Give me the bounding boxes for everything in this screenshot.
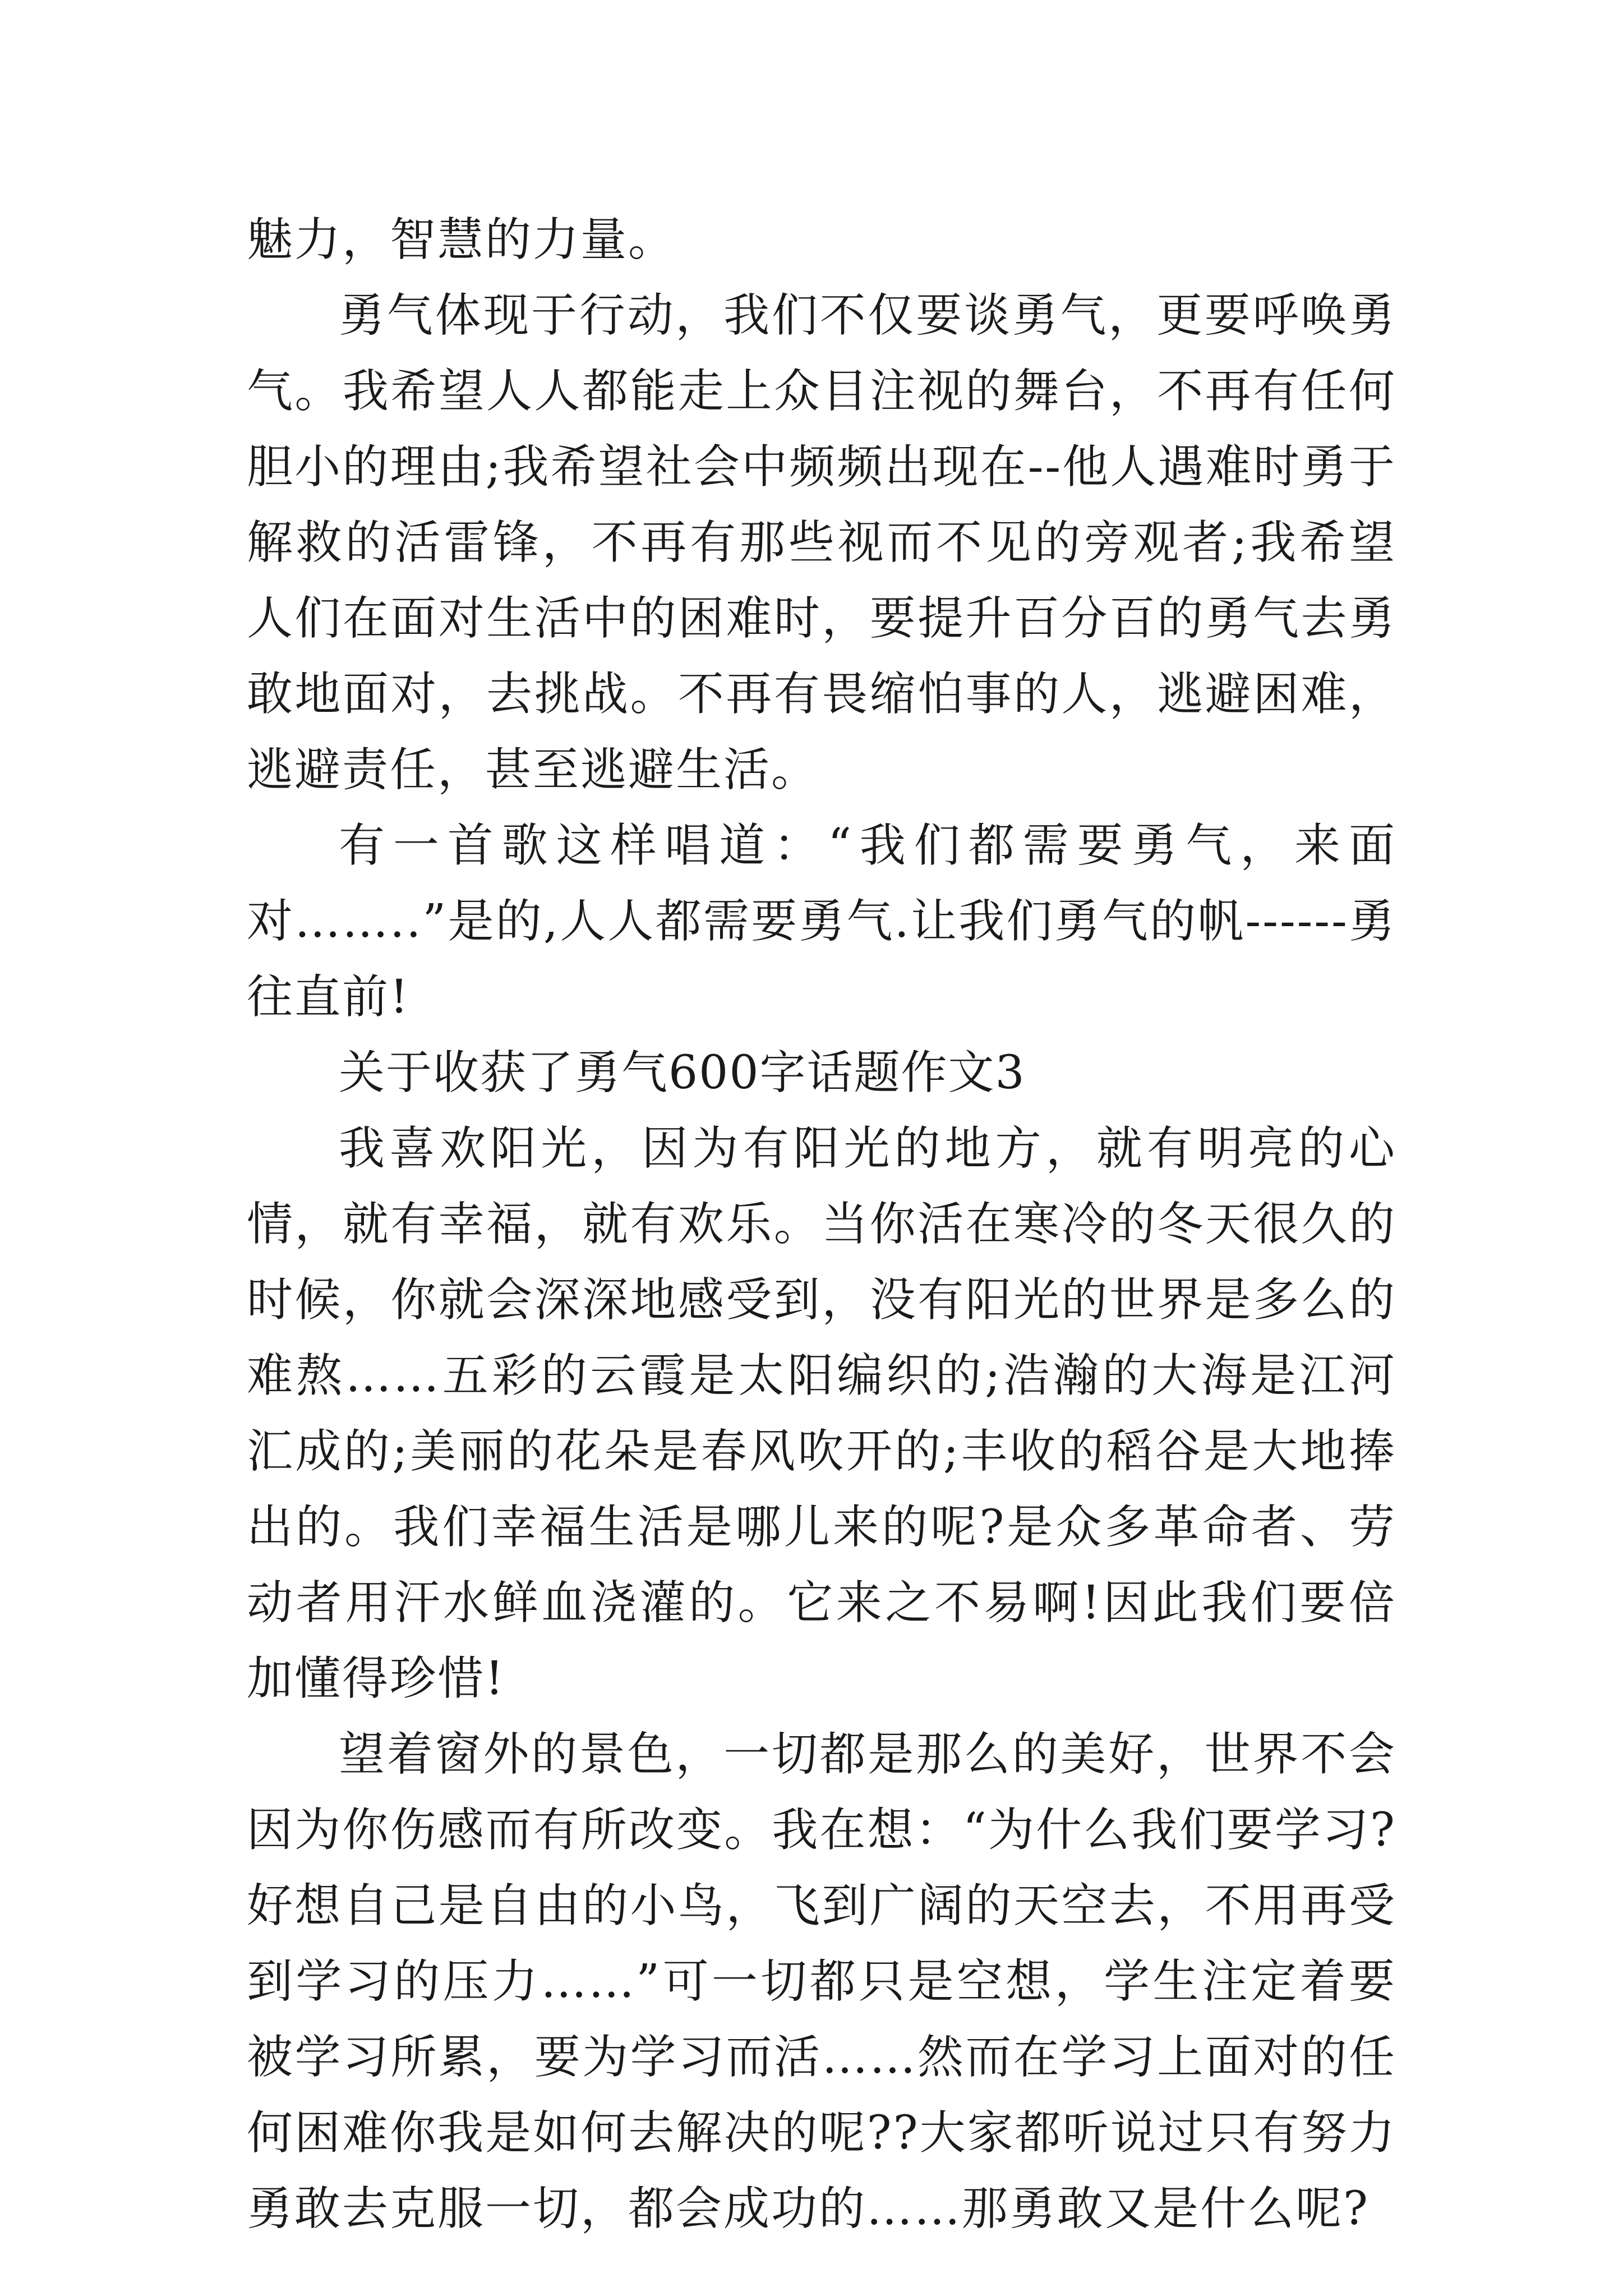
paragraph-window: 望着窗外的景色，一切都是那么的美好，世界不会因为你伤感而有所改变。我在想：“为什么我们要学习?好想自己是自由的小鸟，飞到广阔的天空去，不用再受到学习的压力……”可一切都只是空想，学生注定着要被学习所累，要为学习而活……然而在学习上面对的任何困难你我是如何去解决的呢??大家都听说过只有努力勇敢去克服一切，都会成功的……那勇敢又是什么呢? bbox=[247, 1728, 1396, 2235]
section-heading: 关于收获了勇气600字话题作文3 bbox=[339, 1046, 1026, 1099]
paragraph-continuation: 魅力，智慧的力量。 bbox=[247, 213, 676, 266]
document-body bbox=[247, 202, 1396, 2247]
paragraph-sunshine: 我喜欢阳光，因为有阳光的地方，就有明亮的心情，就有幸福，就有欢乐。当你活在寒冷的冬天很久的时候，你就会深深地感受到，没有阳光的世界是多么的难熬……五彩的云霞是太阳编织的;浩瀚的大海是江河汇成的;美丽的花朵是春风吹开的;丰收的稻谷是大地捧出的。我们幸福生活是哪儿来的呢?是众多革命者、劳动者用汗水鲜血浇灌的。它来之不易啊!因此我们要倍加懂得珍惜! bbox=[247, 1122, 1396, 1705]
paragraph-song: 有一首歌这样唱道：“我们都需要勇气，来面对……..”是的,人人都需要勇气.让我们勇气的帆------勇往直前! bbox=[247, 819, 1396, 1024]
paragraph-courage-action: 勇气体现于行动，我们不仅要谈勇气，更要呼唤勇气。我希望人人都能走上众目注视的舞台，不再有任何胆小的理由;我希望社会中频频出现在--他人遇难时勇于解救的活雷锋，不再有那些视而不见的旁观者;我希望人们在面对生活中的困难时，要提升百分百的勇气去勇敢地面对，去挑战。不再有畏缩怕事的人，逃避困难，逃避责任，甚至逃避生活。 bbox=[247, 289, 1396, 797]
